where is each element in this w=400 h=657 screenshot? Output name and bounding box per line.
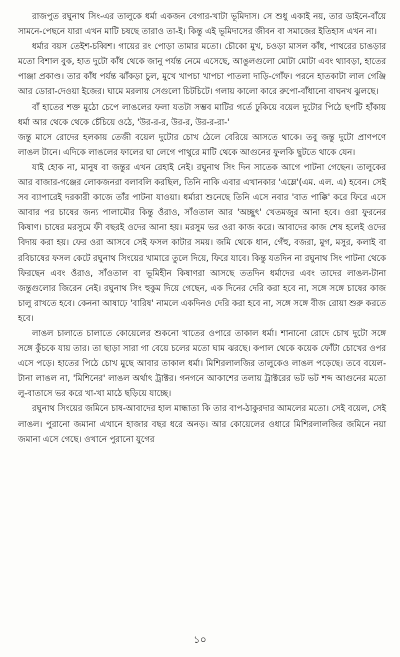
paragraph-7: রঘুনাথ সিংয়ের জমিনে চাষ-আবাদের হাল মান্ধাতা কি তার বাপ-ঠাকুরদার আমলের মতো। সেই বয়েল, সেই লাঙল। পুরানো জমানা এখানে হাজার বছর ধরে অনড়। আর কোয়েলের ওধারে মিশিরলালজির জমিনে নয়া জমানা এসে গেছে। ওখানে পুরানো যুগের [18,404,386,445]
page-number: ১০ [193,635,207,646]
paragraph-4: জন্তু মাসে রোদের হলকায় তেজী বয়েল দুটোর চোখ ঠেলে বেরিয়ে আসতে থাকে। তবু জন্তু দুটো প্রাণপণে লাঙল টানে। এদিকে লাঙলের ফালের ঘা লেগে পাথুরে মাটি থেকে আগুনের ফুলকি ছুটতে থাকে যেন। [18,132,386,158]
paragraph-1: রাজপুত রঘুনাথ সিং-এর তালুকে ধর্মা একজন বেগার-খাটা ভূমিদাস। সে শুধু একাই নয়, তার ডাইনে-বাঁয়ে সামনে-পেছনে যারা এখন মাটি চষছে তারাও তা-ই। কিন্তু এই ভূমিদাসের জীবন বা সমাজের ইতিহাস এখন না। [18,12,386,38]
body-text [18,10,386,448]
paragraph-5: যাই হোক না, মানুষ বা জন্তুর এখন রেহাই নেই। রঘুনাথ সিং দিন সাতেক আগে পাটনা গেছেন। তালুকের আর বাজার-গঞ্জের লোকজনরা বলাবলি করছিল, তিনি নাকি এবার এখানকার 'এম্লে'(এম. এল. এ) হবেন। সেই সব ব্যাপারেই দরকারী কাজে তাঁর পাটনা যাওয়া। ধর্মারা শুনেছে তিনি এসে নবার 'বাত পাক্কি' করে ফিরে এসে আবার পর চাষের জন্য পালামৌর কিন্তু ওঁরাও, সাঁওতাল আর 'অচ্ছুৎ' খেতমজুর আনা হবে। ওরা ফুরনের কিষাণ। চাষের মরসুমে ফী বছরই ওদের আনা হয়। মরসুম ভর ওরা কাজ করে। আবাদের কাজ শেষ হলেই ওদের বিদায় করা হয়। ফের ওরা আসবে সেই ফসল কাটার সময়। জমি থেকে ধান, গেঁহু, বজরা, মুগ, মসুর, কলাই বা রবিচাষের ফসল কেটে রঘুনাথ সিংয়ের খামারে তুলে দিয়ে, ফিরে যাবে। কিন্তু যতদিন না রঘুনাথ সিং পাটনা থেকে ফিরছেন এবং ওঁরাও, সাঁওতাল বা ভূমিহীন কিষাণরা আসছে ততদিন ধর্মাদের এবং তাদের লাঙল-টানা জন্তুগুলোর জিরেন নেই। রঘুনাথ সিং হুকুম দিয়ে গেছেন, এক দিনের দেরি করা হবে না, সঙ্গে সঙ্গে চাষের কাজ চালু রাখতে হবে। কেননা আষাঢ়ে 'বারিষ' নামলে একদিনও দেরি করা হবে না, সঙ্গে সঙ্গে বীজ রোয়া শুরু করতে হবে। [18,162,386,324]
paragraph-3: বাঁ হাতের শক্ত মুঠো চেপে লাঙলের ফলা যতটা সম্ভব মাটির গর্তে ঢুকিয়ে বয়েল দুটোর পিঠে ছপটি হাঁকায় ধর্মা আর থেকে থেকে চেঁচিয়ে ওঠে, 'উর-র-র, উর-র, উর-র-রা-' [18,102,386,128]
paragraph-2: ধর্মার বয়স তেইশ-চব্বিশ। গায়ের রং পোড়া তামার মতো। চৌকো মুখ, চওড়া মাসল কাঁধ, পাথরের চাঙড়ার মতো বিশাল বুক, হাত দুটো কাঁধ থেকে জানু পর্যন্ত নেমে এসেছে, আঙুলগুলো মোটা মোটা এবং থ্যাবড়া, হাতের পাঞ্জা প্রকাণ্ড। তার কাঁধ পর্যন্ত ঝাঁকড়া চুল, মুখে খাপচা খাপচা পাতলা দাড়ি-গোঁফ। পরনে হাতকাটা লাল গেঞ্জি আর ডোরা-দেওয়া ইজের। ঘামে মরলায় সেগুলো চিটচিটে। গলায় কালো কারে রুপো-বাঁধানো বাঘনখ ঝুলছে। [18,42,386,98]
paragraph-6: লাঙল চালাতে চালাতে কোয়েলের শুকনো খাতের ওপারে তাকাল ধর্মা। শানানো রোদে চোখ দুটো সঙ্গে সঙ্গে কুঁচকে যায় তার। তা ছাড়া সারা গা বেয়ে চলের মতো ঘাম ঝরছে। কপাল থেকে কয়েক ফোঁটা চোখের ওপর এসে পড়ে। হাতের পিঠে চোখ মুছে আবার তাকাল ধর্মা। মিশিরলালজির তালুকেও লাঙল পড়েছে। তবে বয়েল-টানা লাঙল না, 'মিশিনের' লাঙল অর্থাৎ ট্রাক্টর। গনগনে আকাশের তলায় ট্রাক্টরের ভট ভট শব্দ আগুনের মতো লু-বাতাসে ভর করে খা-খা মাঠে ছড়িয়ে যাচ্ছে। [18,328,386,400]
